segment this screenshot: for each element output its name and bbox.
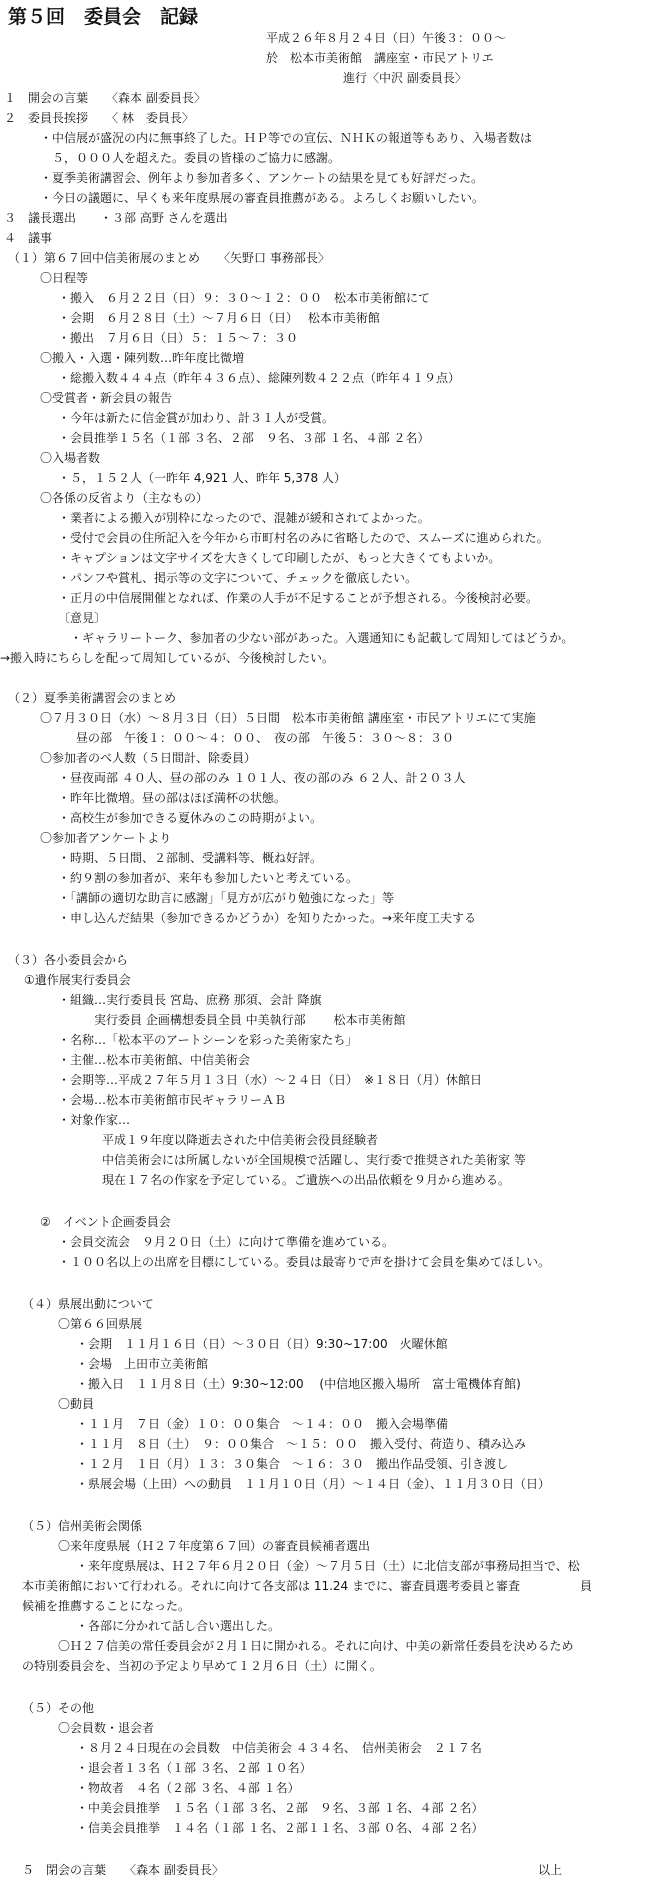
- minutes-line: ・会期 ６月２８日（土）～７月６日（日） 松本市美術館: [58, 311, 380, 325]
- minutes-line: 〇７月３０日（水）～８月３日（日）５日間 松本市美術館 講座室・市民アトリエにて実施: [40, 711, 536, 725]
- minutes-line: ・パンフや賞札、掲示等の文字について、チェックを徹底したい。: [58, 571, 418, 585]
- minutes-line: ・昨年比微増。昼の部はほぼ満杯の状態。: [58, 791, 287, 805]
- minutes-line: の特別委員会を、当初の予定より早めて１２月６日（土）に開く。: [22, 1659, 382, 1673]
- minutes-line: （２）夏季美術講習会のまとめ: [8, 691, 177, 705]
- minutes-line: ・搬入 ６月２２日（日）９：３０～１２：００ 松本市美術館にて: [58, 291, 431, 305]
- minutes-line: （１）第６７回中信美術展のまとめ 〈矢野口 事務部長〉: [8, 251, 330, 265]
- minutes-line: ・１２月 １日（月）１３：３０集合 ～１６：３０ 搬出作品受領、引き渡し: [76, 1457, 509, 1471]
- minutes-line: ・受付で会員の住所記入を今年から市町村名のみに省略したので、スムーズに進められた。: [58, 531, 549, 545]
- minutes-line: ・会員推挙１５名（１部 ３名、２部 ９名、３部 １名、４部 ２名）: [58, 431, 430, 445]
- minutes-line: 進行〈中沢 副委員長〉: [343, 71, 467, 85]
- minutes-line: ・１１月 ７日（金）１０：００集合 ～１４：００ 搬入会場準備: [76, 1417, 449, 1431]
- minutes-line: ・高校生が参加できる夏休みのこの時期がよい。: [58, 811, 323, 825]
- minutes-line: ・「講師の適切な助言に感謝」「見方が広がり勉強になった」等: [58, 891, 395, 905]
- minutes-line: ・会場 上田市立美術館: [76, 1357, 209, 1371]
- minutes-line: 本市美術館において行われる。それに向けて各支部は 11.24 までに、審査員選考委員と審査 員: [22, 1579, 592, 1593]
- closing-mark: 以上: [538, 1863, 563, 1877]
- minutes-line: 中信美術会には所属しないが全国規模で活躍し、実行委で推奨された美術家 等: [102, 1153, 526, 1167]
- minutes-line: 〇動員: [58, 1397, 95, 1411]
- minutes-line: ・県展会場（上田）への動員 １１月１０日（月）～１４日（金）、１１月３０日（日）: [76, 1477, 551, 1491]
- minutes-line: ・申し込んだ結果（参加できるかどうか）を知りたかった。→来年度工夫する: [58, 911, 477, 925]
- minutes-line: ・物故者 ４名（２部 ３名、４部 １名）: [76, 1781, 300, 1795]
- minutes-line: 〇Ｈ２７信美の常任委員会が２月１日に開かれる。それに向け、中美の新常任委員を決めるため: [58, 1639, 574, 1653]
- minutes-line: 実行委員 企画構想委員全員 中美執行部 松本市美術館: [94, 1013, 406, 1027]
- minutes-line: 現在１７名の作家を予定している。ご遺族への出品依頼を９月から進める。: [102, 1173, 511, 1187]
- minutes-line: ２ 委員長挨拶 〈 林 委員長〉: [4, 111, 194, 125]
- minutes-line: ５ 閉会の言葉 〈森本 副委員長〉: [22, 1863, 224, 1877]
- minutes-line: 〔意見〕: [58, 611, 107, 625]
- minutes-line: （５）その他: [22, 1701, 95, 1715]
- minutes-line: （５）信州美術会関係: [22, 1519, 143, 1533]
- minutes-line: ・会期等…平成２７年５月１３日（水）～２４日（日） ※１８日（月）休館日: [58, 1073, 483, 1087]
- minutes-line: ・各部に分かれて話し合い選出した。: [76, 1619, 281, 1633]
- minutes-line: ・名称…「松本平のアートシーンを彩った美術家たち」: [58, 1033, 358, 1047]
- minutes-line: ・対象作家…: [58, 1113, 131, 1127]
- minutes-line: ・キャプションは文字サイズを大きくして印刷したが、もっと大きくてもよいか。: [58, 551, 501, 565]
- minutes-line: ・中美会員推挙 １５名（１部 ３名、２部 ９名、３部 １名、４部 ２名）: [76, 1801, 484, 1815]
- minutes-line: ・業者による搬入が別枠になったので、混雑が緩和されてよかった。: [58, 511, 430, 525]
- minutes-line: （４）県展出動について: [22, 1297, 154, 1311]
- minutes-line: ・中信展が盛況の内に無事終了した。ＨＰ等での宣伝、ＮＨＫの報道等もあり、入場者数は: [40, 131, 533, 145]
- minutes-line: ・主催…松本市美術館、中信美術会: [58, 1053, 251, 1067]
- minutes-line: 〇来年度県展（Ｈ２７年度第６７回）の審査員候補者選出: [58, 1539, 371, 1553]
- minutes-line: ・５，１５２人（一昨年 4,921 人、昨年 5,378 人）: [58, 471, 346, 485]
- minutes-line: ３ 議長選出 ・３部 高野 さんを選出: [4, 211, 228, 225]
- minutes-line: ・夏季美術講習会、例年より参加者多く、アンケートの結果を見ても好評だった。: [40, 171, 484, 185]
- minutes-line: ・会員交流会 ９月２０日（土）に向けて準備を進めている。: [58, 1235, 395, 1249]
- minutes-line: ・会期 １１月１６日（日）～３０日（日）9:30~17:00 火曜休館: [76, 1337, 448, 1351]
- minutes-line: ・８月２４日現在の会員数 中信美術会 ４３４名、 信州美術会 ２１７名: [76, 1741, 482, 1755]
- minutes-line: →搬入時にちらしを配って周知しているが、今後検討したい。: [0, 651, 335, 665]
- minutes-line: ・今年は新たに信金賞が加わり、計３１人が受賞。: [58, 411, 335, 425]
- minutes-line: ・搬出 ７月６日（日）５：１５～７：３０: [58, 331, 299, 345]
- minutes-line: 平成２６年８月２４日（日）午後３：００～: [266, 31, 507, 45]
- minutes-line: 〇各係の反省より（主なもの）: [40, 491, 209, 505]
- minutes-line: ② イベント企画委員会: [40, 1215, 171, 1229]
- document-title: 第５回 委員会 記録: [8, 6, 199, 28]
- minutes-line: ・正月の中信展開催となれば、作業の人手が不足することが予想される。今後検討必要。: [58, 591, 539, 605]
- minutes-line: ・約９割の参加者が、来年も参加したいと考えている。: [58, 871, 359, 885]
- minutes-line: １ 開会の言葉 〈森本 副委員長〉: [4, 91, 206, 105]
- minutes-line: 〇受賞者・新会員の報告: [40, 391, 173, 405]
- minutes-line: 〇入場者数: [40, 451, 101, 465]
- minutes-line: ・組織…実行委員長 宮島、庶務 那須、会計 降旗: [58, 993, 322, 1007]
- minutes-line: ・信美会員推挙 １４名（１部 １名、２部１１名、３部 ０名、４部 ２名）: [76, 1821, 484, 1835]
- minutes-line: ・今日の議題に、早くも来年度県展の審査員推薦がある。よろしくお願いしたい。: [40, 191, 485, 205]
- minutes-line: 平成１９年度以降逝去された中信美術会役員経験者: [102, 1133, 379, 1147]
- minutes-line: 〇会員数・退会者: [58, 1721, 155, 1735]
- minutes-line: ・１１月 ８日（土） ９：００集合 ～１５：００ 搬入受付、荷造り、積み込み: [76, 1437, 527, 1451]
- minutes-line: ・時期、５日間、２部制、受講料等、概ね好評。: [58, 851, 323, 865]
- minutes-line: ４ 議事: [4, 231, 53, 245]
- minutes-line: 〇参加者アンケートより: [40, 831, 172, 845]
- minutes-line: ・搬入日 １１月８日（土）9:30~12:00 (中信地区搬入場所 富士電機体育館): [76, 1377, 521, 1391]
- minutes-line: ・ギャラリートーク、参加者の少ない部があった。入選通知にも記載して周知してはどうか。: [70, 631, 574, 645]
- minutes-line: ①遺作展実行委員会: [24, 973, 131, 987]
- minutes-line: 於 松本市美術館 講座室・市民アトリエ: [266, 51, 494, 65]
- minutes-line: 候補を推薦することになった。: [22, 1599, 191, 1613]
- minutes-line: ５，０００人を超えた。委員の皆様のご協力に感謝。: [52, 151, 341, 165]
- minutes-line: 〇日程等: [40, 271, 89, 285]
- minutes-line: ・１００名以上の出席を目標にしている。委員は最寄りで声を掛けて会員を集めてほしい。: [58, 1255, 551, 1269]
- minutes-line: 〇搬入・入選・陳列数…昨年度比微増: [40, 351, 245, 365]
- minutes-line: ・来年度県展は、Ｈ２７年６月２０日（金）～７月５日（土）に北信支部が事務局担当で、松: [76, 1559, 580, 1573]
- minutes-line: ・昼夜両部 ４０人、昼の部のみ １０１人、夜の部のみ ６２人、計２０３人: [58, 771, 466, 785]
- minutes-line: 昼の部 午後１：００～４：００、 夜の部 午後５：３０～８：３０: [76, 731, 455, 745]
- minutes-line: （３）各小委員会から: [8, 953, 129, 967]
- minutes-line: ・会場…松本市美術館市民ギャラリーＡＢ: [58, 1093, 287, 1107]
- minutes-line: 〇第６６回県展: [58, 1317, 143, 1331]
- minutes-line: ・退会者１３名（１部 ３名、２部 １０名）: [76, 1761, 312, 1775]
- minutes-line: 〇参加者のべ人数（５日間計、除委員）: [40, 751, 257, 765]
- minutes-line: ・総搬入数４４４点（昨年４３６点）、総陳列数４２２点（昨年４１９点）: [58, 371, 461, 385]
